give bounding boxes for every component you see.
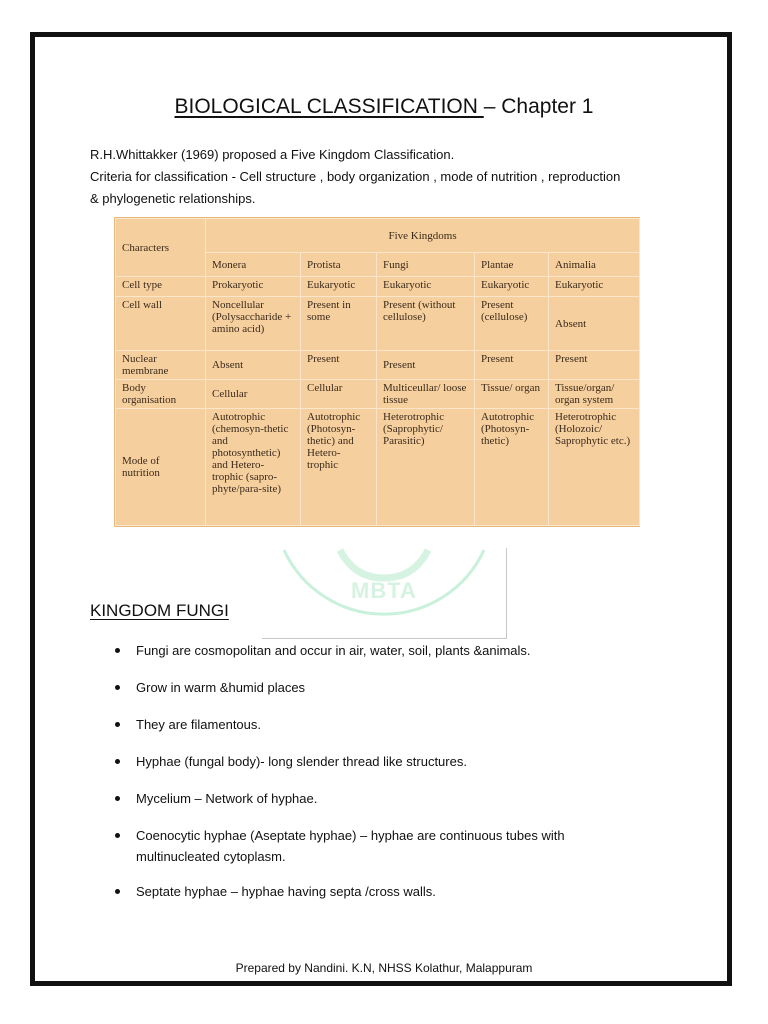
- list-item: [112, 881, 672, 902]
- table-cell: Eukaryotic: [549, 277, 640, 297]
- kingdom-header: Fungi: [377, 253, 475, 277]
- title-chapter: – Chapter 1: [483, 95, 594, 118]
- table-cell: Present: [301, 351, 377, 380]
- table-cell: Present (without cellulose): [377, 297, 475, 351]
- table-cell: Present (cellulose): [475, 297, 549, 351]
- row-label: Mode of nutrition: [116, 409, 206, 526]
- table-cell: Cellular: [206, 380, 301, 409]
- intro-line-1-prefix: R.H.Whittakker (1969) proposed a: [90, 147, 291, 162]
- table-row: [116, 297, 640, 351]
- table-cell: Prokaryotic: [206, 277, 301, 297]
- table-cell: Tissue/organ/ organ system: [549, 380, 640, 409]
- table-cell: Eukaryotic: [475, 277, 549, 297]
- table-cell: Noncellular (Polysaccharide + amino acid): [206, 297, 301, 351]
- table-cell: Present: [475, 351, 549, 380]
- list-item-text: They are filamentous.: [136, 717, 262, 732]
- table-cell: Tissue/ organ: [475, 380, 549, 409]
- kingdom-header: Protista: [301, 253, 377, 277]
- intro-line-1-suffix: .: [450, 147, 455, 162]
- section-heading: KINGDOM FUNGI: [90, 601, 229, 620]
- table-cell: Autotrophic (Photosyn-thetic) and Hetero-trophic: [301, 409, 377, 526]
- list-item: [112, 788, 672, 809]
- title-underlined: BIOLOGICAL CLASSIFICATION: [174, 95, 484, 118]
- list-item-text: Fungi are cosmopolitan and occur in air, water, soil, plants &animals.: [136, 643, 531, 658]
- intro-line-3: & phylogenetic relationships.: [90, 191, 256, 206]
- row-label: Cell type: [116, 277, 206, 297]
- watermark-text: MBTA: [351, 578, 417, 603]
- fungi-bullet-list: [112, 640, 672, 902]
- table-cell: Absent: [206, 351, 301, 380]
- row-label: Body organisation: [116, 380, 206, 409]
- table-cell: Autotrophic (chemosyn-thetic and photosynthetic) and Hetero-trophic (sapro-phyte/para-site): [206, 409, 301, 526]
- intro-line-1: [90, 144, 680, 166]
- kingdom-header: Monera: [206, 253, 301, 277]
- bullet-icon: [115, 889, 120, 894]
- list-item-text: Septate hyphae – hyphae having septa /cross walls.: [136, 884, 436, 899]
- page-title: [0, 95, 768, 119]
- table-cell: Eukaryotic: [377, 277, 475, 297]
- table-cell: Eukaryotic: [301, 277, 377, 297]
- bullet-icon: [115, 722, 120, 727]
- bullet-icon: [115, 685, 120, 690]
- watermark-logo: [262, 548, 507, 639]
- kingdom-header: Plantae: [475, 253, 549, 277]
- bullet-icon: [115, 796, 120, 801]
- table-cell: Present: [377, 351, 475, 380]
- bullet-icon: [115, 759, 120, 764]
- table-cell: Heterotrophic (Saprophytic/ Parasitic): [377, 409, 475, 526]
- list-item-text: Mycelium – Network of hyphae.: [136, 791, 318, 806]
- kingdoms-table: [115, 218, 640, 526]
- list-item-text: Hyphae (fungal body)- long slender thread like structures.: [136, 754, 467, 769]
- table-cell: Autotrophic (Photosyn-thetic): [475, 409, 549, 526]
- row-label: Cell wall: [116, 297, 206, 351]
- row-label: Nuclear membrane: [116, 351, 206, 380]
- list-item: [112, 714, 672, 735]
- characters-header: Characters: [116, 219, 206, 277]
- intro-paragraph: [90, 144, 680, 210]
- table-cell: Heterotrophic (Holozoic/ Saprophytic etc.): [549, 409, 640, 526]
- table-row: [116, 277, 640, 297]
- intro-line-1-emphasis: Five Kingdom Classification: [290, 147, 451, 162]
- list-item: [112, 825, 606, 867]
- five-kingdoms-header: Five Kingdoms: [206, 219, 640, 253]
- list-item-text: Coenocytic hyphae (Aseptate hyphae) – hyphae are continuous tubes with multinucleated cytoplasm.: [136, 828, 565, 864]
- list-item-text: Grow in warm &humid places: [136, 680, 306, 695]
- page-footer: Prepared by Nandini. K.N, NHSS Kolathur, Malappuram: [235, 961, 533, 975]
- intro-line-2: Criteria for classification - Cell structure , body organization , mode of nutrition , reproduction: [90, 169, 621, 184]
- table-cell: Present in some: [301, 297, 377, 351]
- table-cell: Present: [549, 351, 640, 380]
- table-row: [116, 380, 640, 409]
- list-item: [112, 640, 672, 661]
- kingdom-header: Animalia: [549, 253, 640, 277]
- table-cell: Multiceullar/ loose tissue: [377, 380, 475, 409]
- bullet-icon: [115, 833, 120, 838]
- list-item: [112, 751, 672, 772]
- bullet-icon: [115, 648, 120, 653]
- five-kingdoms-table: [114, 217, 640, 527]
- list-item: [112, 677, 672, 698]
- table-row: [116, 409, 640, 526]
- table-row: [116, 351, 640, 380]
- table-cell: Cellular: [301, 380, 377, 409]
- table-cell: Absent: [549, 297, 640, 351]
